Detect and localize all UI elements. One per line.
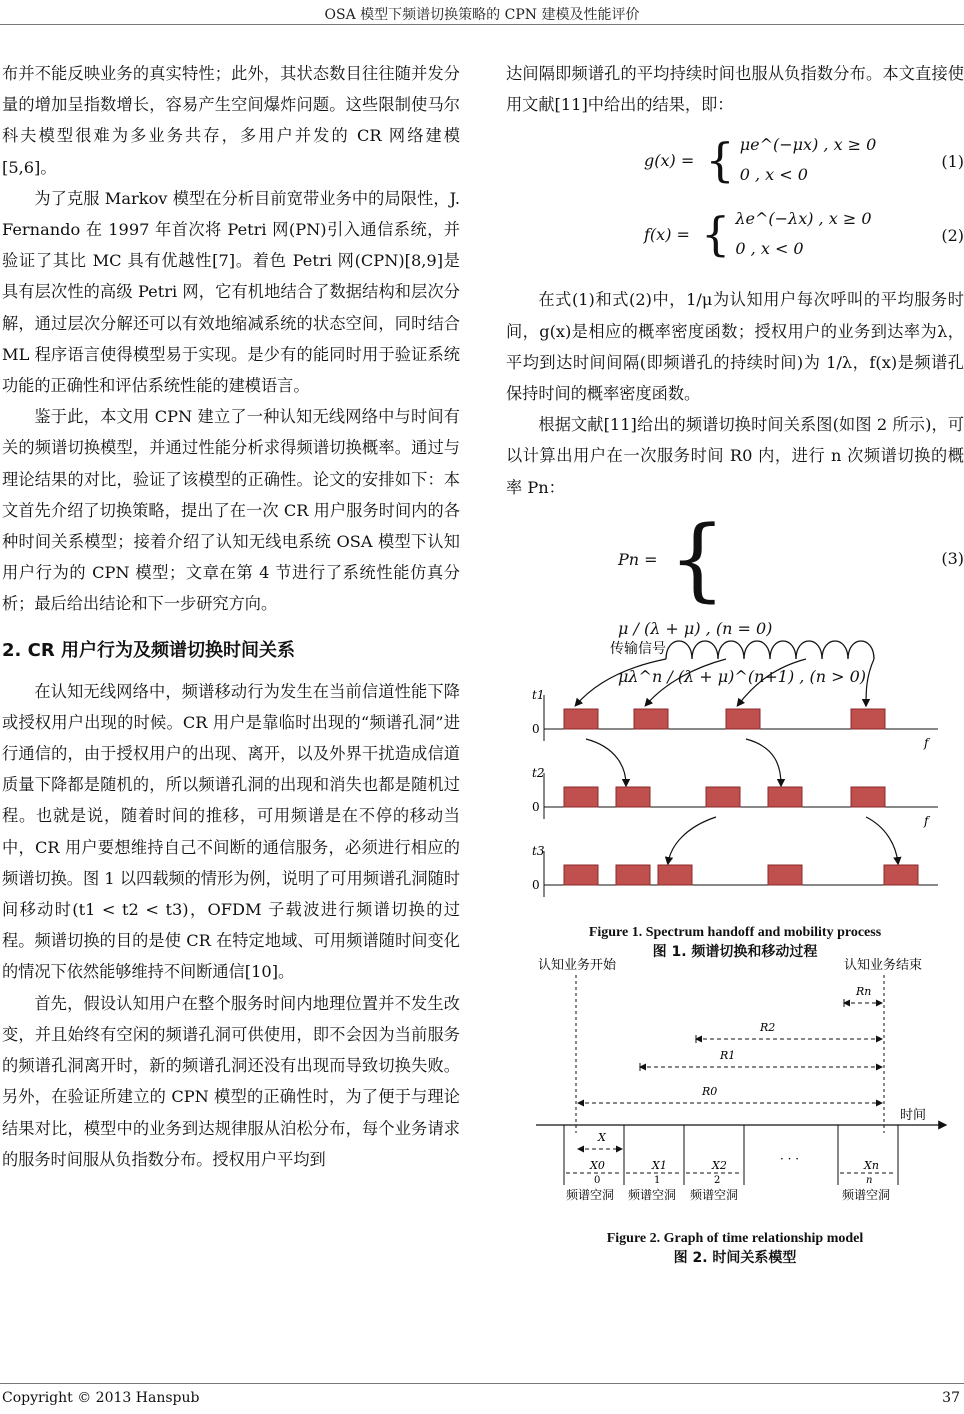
figure-1-carrier-block [706, 787, 740, 807]
figure-2-caption-zh: 图 2. 时间关系模型 [673, 1249, 797, 1266]
figure-1-t3-label: t3 [532, 843, 545, 858]
figure-1-zero-label: 0 [532, 799, 540, 814]
equation-1-case-2: 0 , x < 0 [739, 165, 808, 185]
equation-2-case-1: λe^(−λx) , x ≥ 0 [735, 209, 872, 229]
equation-2-number: (2) [941, 226, 964, 246]
equation-2 [506, 204, 964, 270]
figure-2-diagram [506, 955, 964, 1205]
right-column [506, 58, 964, 1266]
figure-1-carrier-block [851, 787, 885, 807]
figure-1-f-label: f [924, 813, 929, 828]
figure-2-x-label: X2 [712, 1158, 727, 1172]
figure-1-arrow [746, 739, 781, 785]
figure-1 [506, 637, 964, 960]
figure-2-hole-label: 频谱空洞 [842, 1187, 891, 1202]
equation-1-brace: { [705, 133, 735, 188]
figure-2-time-label: 时间 [900, 1107, 927, 1123]
header-rule [0, 24, 964, 25]
figure-2-ellipsis: · · · [780, 1151, 800, 1166]
figure-2-r-label: R2 [760, 1020, 776, 1034]
equation-3-case-1: μ / (λ + μ) , (n = 0) [618, 618, 773, 638]
figure-1-carrier-block [658, 865, 692, 885]
figure-2-x-label: X0 [590, 1158, 605, 1172]
figure-2-caption-en: Figure 2. Graph of time relationship model [606, 1230, 864, 1246]
section-heading: 2. CR 用户行为及频谱切换时间关系 [2, 639, 295, 661]
figure-2-r-label: R1 [720, 1048, 736, 1062]
figure-1-signal-wave [666, 641, 874, 659]
figure-1-zero-label: 0 [532, 721, 540, 736]
running-header: OSA 模型下频谱切换策略的 CPN 建模及性能评价 [324, 7, 640, 23]
left-paragraph-4: 在认知无线网络中，频谱移动行为发生在当前信道性能下降或授权用户出现的时候。CR 用户是靠临时出现的“频谱孔洞”进行通信的，由于授权用户的出现、离开，以及外界干扰造成信道质量下降都是随机的，所以频谱孔洞的出现和消失也都是随机过程。也就是说，随着时间的推移，可用频谱是在不停的移动当中，CR 用户要想维持自己不间断的通信服务，必须进行相应的频谱切换。图 1 以四载频的情形为例，说明了可用频谱孔洞随时间移动时(t1 < t2 < t3)，OFDM 子载波进行频谱切换的过程。频谱切换的目的是使 CR 在特定地域、可用频谱随时间变化的情况下依然能够维持不间断通信[10]。 [2, 681, 460, 982]
figure-2-hole-label: 频谱空洞 [628, 1187, 677, 1202]
figure-1-carrier-block [634, 709, 668, 729]
figure-2-index: 2 [714, 1174, 721, 1186]
equation-1-number: (1) [941, 152, 964, 172]
figure-2-r-label: R0 [702, 1084, 718, 1098]
figure-2-hole-label: 频谱空洞 [566, 1187, 615, 1202]
equation-3-number: (3) [941, 548, 964, 568]
figure-1-carrier-block [564, 709, 598, 729]
figure-1-t1-label: t1 [532, 687, 545, 702]
equation-1-lhs: g(x) = [644, 150, 695, 170]
right-paragraph-3: 根据文献[11]给出的频谱切换时间关系图(如图 2 所示)，可以计算出用户在一次服务时间 R0 内，进行 n 次频谱切换的概率 Pn： [506, 415, 964, 497]
equation-2-brace: { [701, 207, 731, 262]
figure-1-carrier-block [726, 709, 760, 729]
figure-2-hole-label: 频谱空洞 [690, 1187, 739, 1202]
figure-2-x-label: X [598, 1130, 606, 1144]
figure-2-r-label: Rn [856, 984, 872, 998]
left-column [2, 58, 460, 1175]
figure-2-x-label: Xn [864, 1158, 879, 1172]
figure-1-arrow [866, 659, 874, 705]
equation-3-brace: { [668, 506, 726, 612]
right-paragraph-1: 达间隔即频谱孔的平均持续时间也服从负指数分布。本文直接使用文献[11]中给出的结果，即： [506, 64, 964, 115]
figure-1-arrow [646, 659, 726, 705]
footer-rule [0, 1383, 964, 1384]
left-paragraph-1: 布并不能反映业务的真实特性；此外，其状态数目往往随并发分量的增加呈指数增长，容易产生空间爆炸问题。这些限制使马尔科夫模型很难为多业务共存，多用户并发的 CR 网络建模[5,6]。 [2, 64, 460, 177]
figure-1-diagram [506, 637, 964, 899]
left-paragraph-2: 为了克服 Markov 模型在分析目前宽带业务中的局限性，J. Fernando 在 1997 年首次将 Petri 网(PN)引入通信系统，并验证了其比 MC 具有优越性[7]。着色 Petri 网(CPN)[8,9]是具有层次性的高级 Petri 网，它有机地结合了数据结构和层次分解，通过层次分解还可以有效地缩减系统的状态空间，同时结合 ML 程序语言使得模型易于实现。是少有的能同时用于验证系统功能的正确性和评估系统性能的建模语言。 [2, 188, 460, 396]
figure-2-end-label: 认知业务结束 [844, 957, 923, 973]
figure-1-caption-en: Figure 1. Spectrum handoff and mobility process [588, 924, 882, 940]
figure-1-arrow [738, 659, 806, 705]
figure-1-arrow [866, 817, 898, 863]
figure-1-carrier-block [884, 865, 918, 885]
figure-1-caption-zh: 图 1. 频谱切换和移动过程 [652, 943, 818, 960]
figure-1-arrow [668, 817, 716, 863]
left-paragraph-3: 鉴于此，本文用 CPN 建立了一种认知无线网络中与时间有关的频谱切换模型，并通过性能分析求得频谱切换概率。通过与理论结果的对比，验证了该模型的正确性。论文的安排如下：本文首先介绍了切换策略，提出了在一次 CR 用户服务时间内的各种时间关系模型；接着介绍了认知无线电系统 OSA 模型下认知用户行为的 CPN 模型；文章在第 4 节进行了系统性能仿真分析；最后给出结论和下一步研究方向。 [2, 407, 460, 614]
figure-1-carrier-block [616, 787, 650, 807]
figure-1-carrier-block [768, 787, 802, 807]
copyright: Copyright © 2013 Hanspub [2, 1390, 200, 1406]
figure-1-carrier-block [616, 865, 650, 885]
figure-1-carrier-block [564, 865, 598, 885]
figure-1-carrier-block [564, 787, 598, 807]
left-paragraph-5: 首先，假设认知用户在整个服务时间内地理位置并不发生改变，并且始终有空闲的频谱孔洞可供使用，即不会因为当前服务的频谱孔洞离开时，新的频谱孔洞还没有出现而导致切换失败。另外，在验证所建立的 CPN 模型的正确性时，为了便于与理论结果对比，模型中的业务到达规律服从泊松分布，每个业务请求的服务时间服从负指数分布。授权用户平均到 [2, 993, 460, 1169]
equation-3-lhs: Pn = [618, 550, 658, 570]
figure-2-x-label: X1 [652, 1158, 667, 1172]
figure-1-zero-label: 0 [532, 877, 540, 892]
figure-1-f-label: f [924, 735, 929, 750]
figure-2-start-label: 认知业务开始 [538, 957, 617, 973]
equation-1 [506, 130, 964, 196]
equation-3-case-2: μλ^n / (λ + μ)^(n+1) , (n > 0) [618, 666, 866, 686]
equation-2-case-2: 0 , x < 0 [735, 239, 804, 259]
equation-1-case-1: μe^(−μx) , x ≥ 0 [739, 135, 877, 155]
figure-2-index: 0 [594, 1174, 601, 1186]
figure-1-arrow [586, 739, 626, 785]
figure-2-index: n [866, 1174, 873, 1186]
equation-2-lhs: f(x) = [644, 224, 690, 244]
figure-1-t2-label: t2 [532, 765, 545, 780]
right-paragraph-2: 在式(1)和式(2)中，1/μ为认知用户每次呼叫的平均服务时间，g(x)是相应的概率密度函数；授权用户的业务到达率为λ，平均到达时间间隔(即频谱孔的持续时间)为 1/λ，f(x)是频谱孔保持时间的概率密度函数。 [506, 290, 964, 404]
figure-1-signal-label: 传输信号 [610, 640, 666, 657]
figure-1-carrier-block [851, 709, 885, 729]
page-number: 37 [942, 1390, 960, 1406]
figure-2 [506, 955, 964, 1266]
figure-1-carrier-block [768, 865, 802, 885]
figure-2-index: 1 [654, 1174, 661, 1186]
